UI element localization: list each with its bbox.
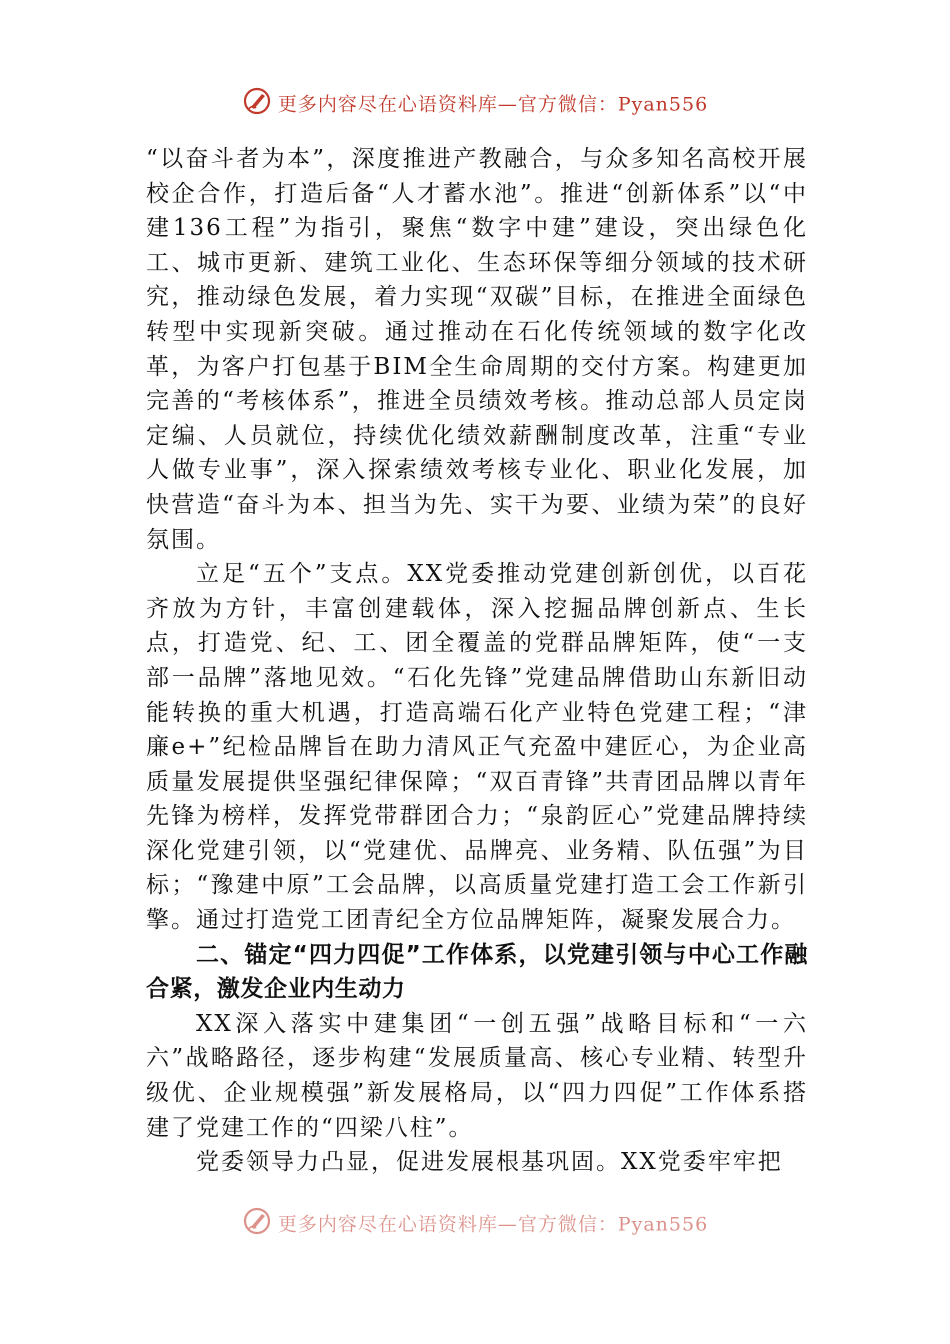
paragraph-five-pivots: 立足“五个”支点。XX党委推动党建创新创优，以百花齐放为方针，丰富创建载体，深入挖掘品牌创新点、生长点，打造党、纪、工、团全覆盖的党群品牌矩阵，使“一支部一品牌”落地见效。“石化先锋”党建品牌借助山东新旧动能转换的重大机遇，打造高端石化产业特色党建工程；“津廉e+”纪检品牌旨在助力清风正气充盈中建匠心，为企业高质量发展提供坚强纪律保障；“双百青锋”共青团品牌以青年先锋为榜样，发挥党带群团合力；“泉韵匠心”党建品牌持续深化党建引领，以“党建优、品牌亮、业务精、队伍强”为目标；“豫建中原”工会品牌，以高质量党建打造工会工作新引擎。通过打造党工团青纪全方位品牌矩阵，凝聚发展合力。 [146, 561, 808, 934]
footer-watermark-text: 更多内容尽在心语资料库—官方微信：Pyan556 [277, 1213, 709, 1236]
pen-seal-icon [242, 1206, 272, 1236]
paragraph-leadership: 党委领导力凸显，促进发展根基巩固。XX党委牢牢把 [196, 1149, 783, 1176]
pen-seal-icon [242, 86, 272, 116]
paragraph-strategy: XX深入落实中建集团“一创五强”战略目标和“一六六”战略路径，逐步构建“发展质量高、核心专业精、转型升级优、企业规模强”新发展格局，以“四力四促”工作体系搭建了党建工作的“四梁八柱”。 [146, 1010, 808, 1141]
header-watermark [0, 88, 950, 118]
section-heading-two: 二、锚定“四力四促”工作体系，以党建引领与中心工作融合紧，激发企业内生动力 [146, 941, 808, 1003]
paragraph-continuation: “以奋斗者为本”，深度推进产教融合，与众多知名高校开展校企合作，打造后备“人才蓄水池”。推进“创新体系”以“中建136工程”为指引，聚焦“数字中建”建设，突出绿色化工、城市更新、建筑工业化、生态环保等细分领域的技术研究，推动绿色发展，着力实现“双碳”目标，在推进全面绿色转型中实现新突破。通过推动在石化传统领域的数字化改革，为客户打包基于BIM全生命周期的交付方案。构建更加完善的“考核体系”，推进全员绩效考核。推动总部人员定岗定编、人员就位，持续优化绩效薪酬制度改革，注重“专业人做专业事”，深入探索绩效考核专业化、职业化发展，加快营造“奋斗为本、担当为先、实干为要、业绩为荣”的良好氛围。 [146, 146, 808, 553]
document-body [146, 142, 808, 1180]
footer-watermark [0, 1208, 950, 1238]
header-watermark-text: 更多内容尽在心语资料库—官方微信：Pyan556 [277, 93, 709, 116]
